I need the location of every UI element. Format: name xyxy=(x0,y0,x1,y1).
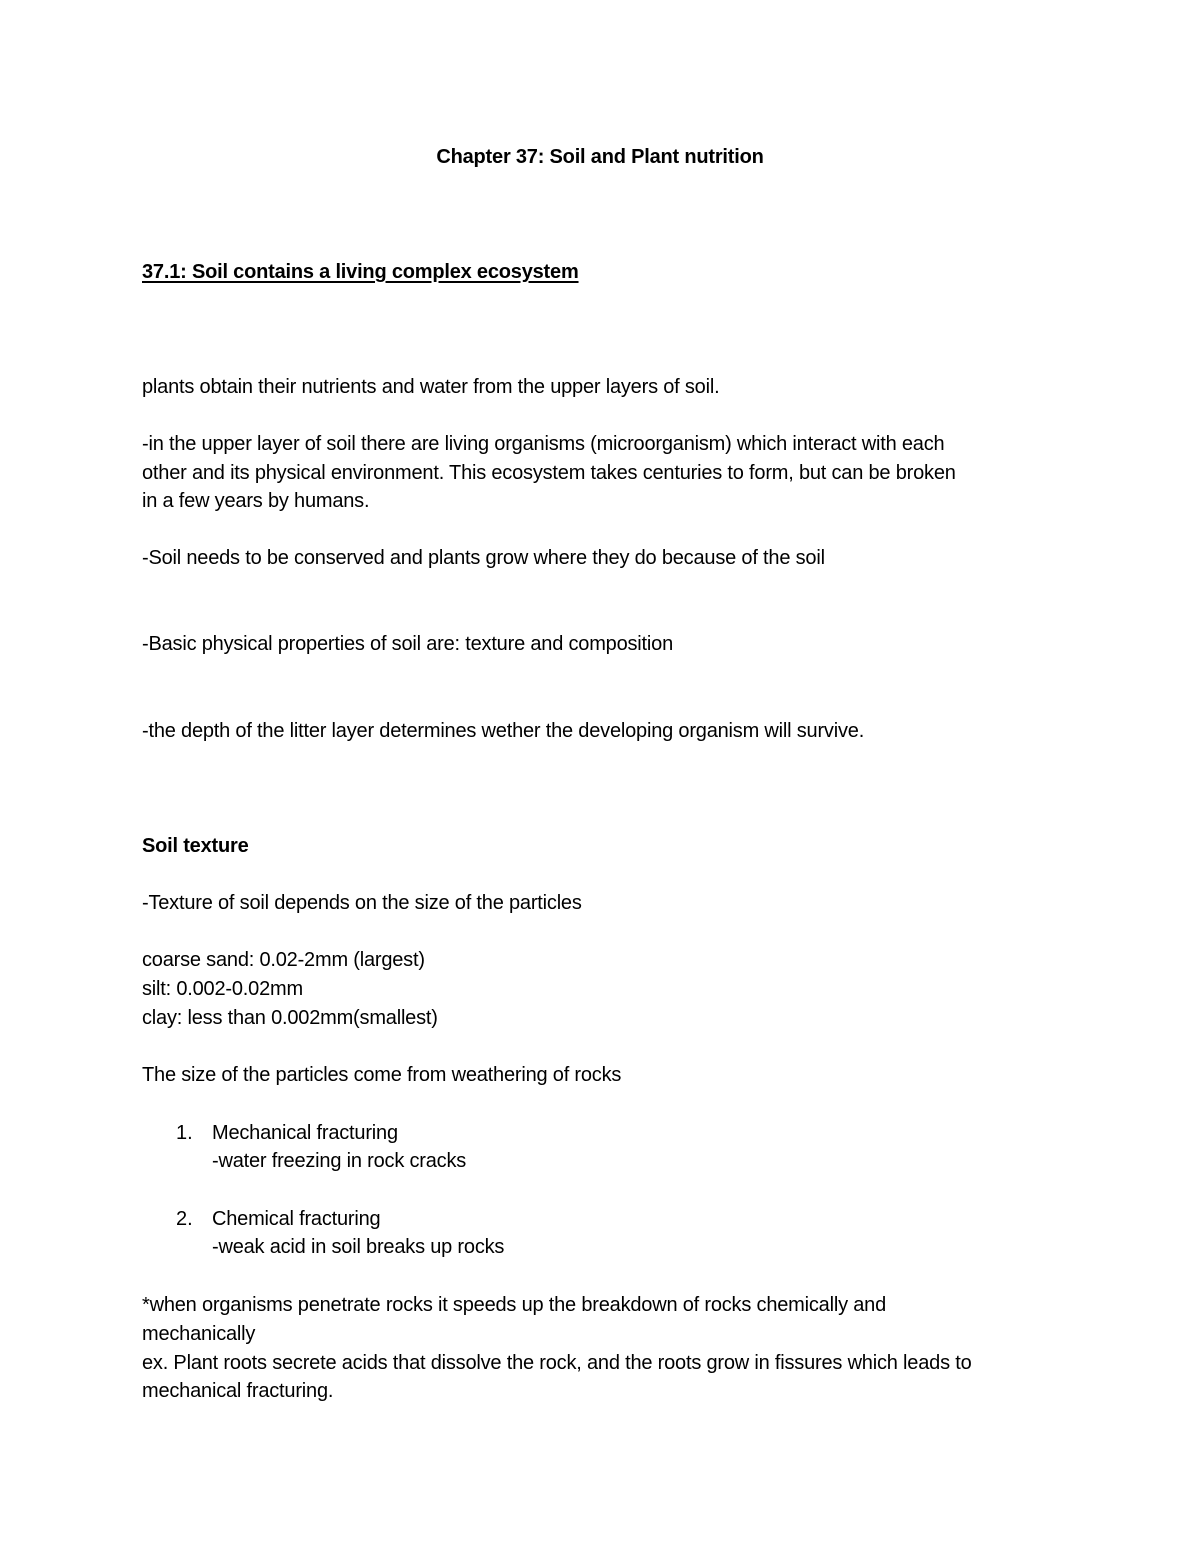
list-number-1: 1. xyxy=(176,1122,193,1144)
weathering-intro: The size of the particles come from weathering of rocks xyxy=(142,1064,622,1086)
paragraph-nutrients: plants obtain their nutrients and water from the upper layers of soil. xyxy=(142,376,720,398)
soil-texture-heading: Soil texture xyxy=(142,835,249,857)
list-item-mechanical-detail: -water freezing in rock cracks xyxy=(212,1150,467,1172)
soil-texture-intro: -Texture of soil depends on the size of the particles xyxy=(142,892,582,914)
list-number-2: 2. xyxy=(176,1208,193,1230)
list-item-mechanical-title: Mechanical fracturing xyxy=(212,1122,398,1144)
note-line-2: mechanically xyxy=(142,1323,256,1345)
list-item-chemical-detail: -weak acid in soil breaks up rocks xyxy=(212,1236,505,1258)
note-line-1: *when organisms penetrate rocks it speeds up the breakdown of rocks chemically and xyxy=(142,1294,887,1316)
particle-size-coarse-sand: coarse sand: 0.02-2mm (largest) xyxy=(142,949,425,971)
section-heading: 37.1: Soil contains a living complex ecosystem xyxy=(142,261,579,283)
paragraph-conservation: -Soil needs to be conserved and plants grow where they do because of the soil xyxy=(142,547,825,569)
page-title: Chapter 37: Soil and Plant nutrition xyxy=(436,146,764,168)
particle-size-silt: silt: 0.002-0.02mm xyxy=(142,978,303,1000)
paragraph-litter-layer: -the depth of the litter layer determines wether the developing organism will survive. xyxy=(142,720,865,742)
paragraph-organisms-line-3: in a few years by humans. xyxy=(142,490,370,513)
paragraph-organisms-line-2: other and its physical environment. This ecosystem takes centuries to form, but can be broken xyxy=(142,461,956,484)
example-line-2: mechanical fracturing. xyxy=(142,1380,334,1402)
paragraph-physical-properties: -Basic physical properties of soil are: texture and composition xyxy=(142,633,673,655)
example-line-1: ex. Plant roots secrete acids that dissolve the rock, and the roots grow in fissures which leads to xyxy=(142,1352,972,1374)
list-item-chemical-title: Chemical fracturing xyxy=(212,1208,381,1230)
particle-size-clay: clay: less than 0.002mm(smallest) xyxy=(142,1007,438,1029)
paragraph-organisms-line-1: -in the upper layer of soil there are living organisms (microorganism) which interact with each xyxy=(142,433,945,455)
